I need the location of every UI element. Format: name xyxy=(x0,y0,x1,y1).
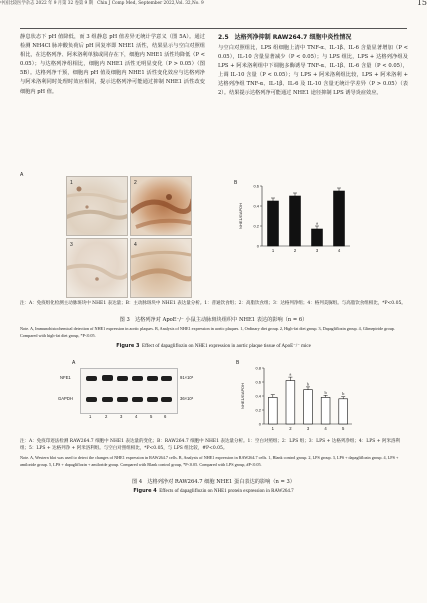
y-axis-label: NHE1/GAPDH xyxy=(240,382,245,410)
journal-cn: 中国比较医学杂志 2022 年 9 月第 32 卷第 9 期 xyxy=(0,1,93,6)
fig3-caption-en: Note. A, Immunohistochemical detection of NHE1 expression in aortic plaques. B, Analysis of NHE1 expression in aortic plaques. 1, Ordinary diet group. 2, High-fat diet group. 3, Dapagliflozin group. 4, Glimepiride group. Compared with high-fat diet group, *P<0.05. xyxy=(20,326,395,338)
significance-label: b xyxy=(306,381,310,387)
gapdh-band-2 xyxy=(102,397,113,402)
figure-3 xyxy=(20,172,407,382)
nhe1-band-2 xyxy=(102,375,113,381)
fig4-title-en xyxy=(20,488,407,494)
y-tick-label: 0 xyxy=(256,243,259,249)
fig4-title-en-label: Figure 4 xyxy=(133,488,157,494)
bar xyxy=(339,399,348,424)
y-tick-label: 0.6 xyxy=(255,379,261,385)
gapdh-band-3 xyxy=(117,397,128,402)
right-paragraph: 与空白对照组比，LPS 组细胞上清中 TNF-α、IL-1β、IL-6 含量显著增加（P < 0.05），IL-10 含量显著减少（P < 0.05）；与 LPS 组比，LPS + 达格列净组及 LPS + 阿米洛利组中下调胞多酶诱导 TNF-α、IL-1β、IL-6 含量（P < 0.05），上调 IL-10 含量（P < 0.05）；与 LPS + 阿米洛利组比较，LPS + 阿米洛利 + 达格列净组 TNF-α、IL-1β、IL-6 及 IL-10 含量无统计学差异（P > 0.05）（表 2）。结果提示达格列净可能通过 NHE1 途径抑制 LPS 诱导炎症效应。 xyxy=(218,45,408,97)
fig3-title-en xyxy=(20,343,407,349)
x-tick-label: 5 xyxy=(342,426,345,431)
blot-label-gapdh: GAPDH xyxy=(58,396,73,401)
panel-4-number: 4 xyxy=(134,242,137,248)
left-paragraph: 静息状态下 pH 值降低，而 3 组静息 pH 值差异无统计学意义（图 5A）。通过检测 NH4Cl 脉冲酸负荷后 pH 回复率即 NHE1 活性，结果显示与空白对照组相比，在达格列净、阿米洛利单独或同存在下，细胞内 NHE1 活性均降低（P < 0.05）；与达格列净组相比，细胞内 NHE1 活性无明显变化（P > 0.05）（图 5B）。达格列净干预，细胞内 pH 值及细胞内 NHE1 活性变化效应与达格列净与阿米洛利同时处理时效应相同，提示达格列净可能通过抑制 NHE1 活性改变细胞内 pH 值。 xyxy=(20,34,205,95)
bar xyxy=(290,196,301,246)
fig4-bar-chart xyxy=(238,362,358,438)
fig3-panel-label-b: B xyxy=(234,180,238,186)
journal-header-text xyxy=(0,0,204,6)
nhe1-band-1 xyxy=(86,376,97,381)
fig3-bar-chart xyxy=(236,180,356,260)
gapdh-band-1 xyxy=(86,397,97,402)
gapdh-band-4 xyxy=(132,397,143,402)
tissue-2-image xyxy=(131,177,191,235)
y-tick-label: 0.2 xyxy=(253,223,259,229)
y-tick-label: 0.2 xyxy=(255,407,261,413)
fig4-panel-label-a: A xyxy=(72,360,76,366)
journal-en: Chin J Comp Med, September 2022,Vol. 32,No. 9 xyxy=(97,1,204,6)
nhe1-band-4 xyxy=(132,376,143,381)
micrograph-1 xyxy=(66,176,128,236)
western-blot xyxy=(80,368,178,414)
mw-label-nhe1: 91×10³ xyxy=(180,375,194,380)
left-column xyxy=(20,33,205,97)
nhe1-band-5 xyxy=(147,376,158,381)
y-tick-label: 0.4 xyxy=(253,203,259,209)
running-header xyxy=(0,0,427,8)
gapdh-band-5 xyxy=(147,397,158,402)
lane-label: 3 xyxy=(120,414,123,419)
panel-3-number: 3 xyxy=(70,242,73,248)
bar xyxy=(334,191,345,246)
x-tick-label: 2 xyxy=(293,248,297,253)
page-number: 15 xyxy=(416,0,427,7)
significance-label: b xyxy=(342,391,345,397)
y-tick-label: 0 xyxy=(258,421,261,427)
fig4-title-en-text: Effects of dapagliflozin on NHE1 protein expression in RAW264.7 xyxy=(159,489,294,494)
lane-label: 6 xyxy=(164,414,167,419)
fig3-panel-label-a: A xyxy=(20,172,24,178)
lane-label: 4 xyxy=(135,414,138,419)
blot-label-nhe1: NFE1 xyxy=(60,375,71,380)
fig4-caption-cn: 注：A：免疫印迹法检测 RAW264.7 细胞中 NHE1 表达量的变化；B：RAW264.7 细胞中 NHE1 表达量分析。1：空白对照组；2：LPS 组；3：LPS + 达格列净组；4：LPS + 阿米洛利组；5：LPS + 达格列净 + 阿米洛利组。与空白对照组相比，*P<0.05，与 LPS 组比较，#P<0.05。 xyxy=(20,439,400,451)
fig3-title-cn: 图 3 达格列净对 ApoE⁻/⁻ 小鼠主动脉斑块组织中 NHE1 表达的影响（n = 6） xyxy=(119,317,308,323)
micrograph-4 xyxy=(130,238,192,298)
micrograph-2 xyxy=(130,176,192,236)
micrograph-3 xyxy=(66,238,128,298)
fig4-caption-en: Note. A, Western blot was used to detect the changes of NHE1 expression in RAW264.7 cells. B, Analysis of NHE1 expression in RAW264.7 cells. 1, Blank control group. 2, LPS group. 3, LPS + dapagliflozin group. 4, LPS + amiloride group. 5, LPS + dapagliflozin + amiloride group. Compared with Blank control group, *P<0.05. Compared with LPS group, #P<0.05. xyxy=(20,455,399,467)
y-tick-label: 0.8 xyxy=(255,365,261,371)
significance-label: b xyxy=(324,389,327,395)
tissue-3-image xyxy=(67,239,127,297)
significance-label: a xyxy=(316,220,318,226)
fig3-title-en-label: Figure 3 xyxy=(116,343,140,349)
x-tick-label: 1 xyxy=(271,248,275,253)
figure-4 xyxy=(20,358,407,598)
mw-label-gapdh: 36×10³ xyxy=(180,396,194,401)
y-tick-label: 0.4 xyxy=(255,393,261,399)
lane-label: 2 xyxy=(105,414,108,419)
y-tick-label: 0.6 xyxy=(253,183,259,189)
panel-1-number: 1 xyxy=(70,180,73,186)
nhe1-band-6 xyxy=(161,376,172,381)
panel-2-number: 2 xyxy=(134,180,137,186)
tissue-1-image xyxy=(67,177,127,235)
x-tick-label: 3 xyxy=(315,248,319,253)
fig4-title-cn: 图 4 达格列净对 RAW264.7 细胞 NHE1 蛋白表达的影响（n = 3） xyxy=(132,479,295,485)
x-tick-label: 4 xyxy=(324,426,327,431)
x-tick-label: 1 xyxy=(271,426,274,431)
bar xyxy=(268,397,277,424)
y-axis-label: NHE1/GAPDH xyxy=(238,202,243,230)
significance-label: a xyxy=(289,371,292,377)
bar xyxy=(268,201,279,246)
bar xyxy=(304,390,313,424)
bar xyxy=(286,381,295,424)
header-rule xyxy=(20,28,407,29)
gapdh-band-6 xyxy=(161,397,172,402)
x-tick-label: 4 xyxy=(337,248,341,253)
fig4-panel-label-b: B xyxy=(236,360,240,366)
x-tick-label: 2 xyxy=(289,426,292,431)
section-heading: 2.5 达格列净抑制 RAW264.7 细胞中炎性情况 xyxy=(218,34,352,41)
right-column xyxy=(218,33,408,99)
lane-labels xyxy=(80,414,176,420)
bar xyxy=(321,397,330,424)
x-tick-label: 3 xyxy=(306,426,310,431)
lane-label: 1 xyxy=(89,414,92,419)
lane-label: 5 xyxy=(150,414,153,419)
nhe1-band-3 xyxy=(117,376,128,381)
tissue-4-image xyxy=(131,239,191,297)
fig3-caption-cn: 注：A：免疫组化检测主动脉斑块中 NHE1 表达量；B：主动脉斑块中 NHE1 表达量分析。1：普通饮食组；2：高脂饮食组；3：达格列净组；4：格列美脲组。与高脂饮食组相比，*P<0.05。 xyxy=(20,301,406,306)
fig3-title-en-text: Effect of dapagliflozin on NHE1 expression in aortic plaque tissue of ApoE⁻/⁻ mice xyxy=(142,344,311,349)
bar xyxy=(312,229,323,246)
